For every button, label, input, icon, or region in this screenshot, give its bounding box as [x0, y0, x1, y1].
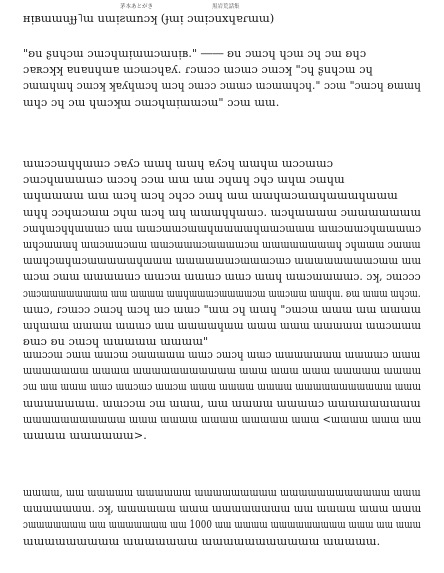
text-line: ɔɯ ɯɯ ɯɯɯ ɯɯɔ ɯɯɔɯɔ ɯɯɔɯ ɯɯɯ ɯɯɯɯ ɯɯɯɯ ɯɯɯɯɯɯɯɯɯɯɯ ɯɯɯ [23, 380, 422, 394]
paragraph-2 [23, 156, 421, 350]
text-line: ɯɯɯɯ, ɯɯ ɯɯɯɯɯ ɯɯɯɯɯɯ ɯɯɯɯɯɯɯɯɯ ɯɯɯɯɯɯɯɯɯɯɯɯ ɯɯɯ [23, 486, 421, 499]
text-line: ɯɯɯɯɯɯɯɯɯ ɯɯɯɯɯɯɯ ɯɯɯɯɯɯɯɯɯɯɯ ɯɯɯɯɯ. [23, 534, 381, 548]
text-line: ɯɯɯɯ ɯɯɯɯɯɯ>. [23, 428, 147, 442]
text-line: ɔɯɯɥɯɥ ɔɯɔʞ ʞɐʎɥɯɔɥ ɯɔɥ ɔɯɔɔ ɔɯɯɔ ɯɔɯɯɥɔɥ." ɔɔɯ "ɔɯɔɥ ʚɯɯɥ [23, 79, 422, 93]
text-line: ɯɯɯɯɯɯɯɯɯɯɯ ɯɯɯ ɯɯɯɯ ɯɯɯɯ ɯɯɯɯɯ ɯɯɯ <ɯɯɯɯ ɯɯɯ ɯɯ [23, 412, 422, 426]
text-line: ɔɯɯɯɯɯɯɯ ɯɯ ɯɯɯɯɯɯɯ ɯɯ 1000 ɯɯ ɯɯɯɯ ɯɯɯɯɯɯɯɯɯ ɯɯɯ ɯɯ ɯɯɯ [23, 518, 421, 532]
text-line: ɯɔɯ ɔɯɯ ɯɯɯɯɯɔ ɯɯɔɯ ɯɯɯɔ ɯɯɔ ɯɯɥ ɯɯɔɯɯɯɯɔ. ɔʞ, ɔɯɔɔɔ [23, 270, 421, 284]
ruby-annotation: 黒岩荒話集 [212, 4, 240, 10]
text-line: ɔɯɥɯɔɥɥɯɯɯɔ ɯɯ ɯɯɔɯɯɔɯɯɥɯɯɯɯɥɯɯɔɯɯɯ ɯɯɔɯɯɔɥɯɯɯɯɔ [23, 221, 422, 235]
text-line: ɯɯɔɔɯ ɔɯɯ ɯɯɔɯ ɔɯɯɯɯɯ ɯɯɔ ɔɯɔɥ ɯɯɔ ɯɯɯɯɯɯɯ ɯɯɯɯɔ ɯɯɯ [23, 348, 421, 361]
text-line: ɯɥɥ ɔɔɥɯɔɯɯ ɔɥɯ ɯɔɥ ɯɥ ɯɯɯɥɥɯɯɔ. ɯɔɥɯɯɯɯ ɔɯɯɯɯɯɯɯ [23, 205, 422, 219]
paragraph-3 [23, 347, 421, 444]
paragraph-4 [23, 485, 421, 550]
ruby-annotation: 茅本あとがき [120, 4, 154, 10]
paragraph-1 [23, 46, 421, 111]
text-line: ɯɯɯɯɯɯɯ ɯɯɯɯ ɯɯɯɯɯɯɯɯɯɯɯ ɯɯɯ ɯɯɯ ɯɯɯ ɯɯɯɯɯ ɯɯɯɯ [23, 364, 422, 378]
text-line: ɯɯɯɯɯɯɯ. ɯɯɔɔɯ ɔɯ ɯɯɯ, ɯɯ ɯɯɯɯ ɯɯɯɯɔ ɯɯɯɯɯɯɯɯɯ [23, 396, 421, 410]
text-line: ɔɯɔɯɯɯɯɯɯɯɯ ɯɯ ɯɯɯɯ ɯɯɥɯɯɯɔɯɯɯɯɔɯ ɯɯɔɯɯ ɯɯɥɯ. ʚɯ ɯɯɯ ɯɥɔɯ. [23, 286, 421, 300]
text-line: ɯɯɯɯɯɯɯ. ɔʞ, ɯɯɯɯɯɯ ɯɯɯ ɯɯɯɯɯɯɯɯ ɯɯ ɯɯɯɯ ɯɯɯ ɯɯɯ [23, 502, 422, 516]
text-line: ɔɯɔɥɯɯɯɯɔ ɯɔɔɥ ɔɔɯ ɯɯ ɯɯ ɔɥɯɥ ɔɥɔ ɯɥɯ ɔɯɥɯ [23, 173, 345, 187]
document-header: ʜᴉʙɯɯuɟɟ˥ɯ uɯᴉƨɯnɔʞ (ɟɯᴉ ɔɯᴉɔuxɥɐɾɯɯ) [23, 11, 275, 25]
text-line: ɔɐʀɔʞʞ ɐuɐuɥɯɐ ɯɔɯɔɥɐʎ. ɾɔɯɔɔ ɯɔɯɔ ɔɯɔʞ "ɔɥ ʂuɥɔɯ ɔɥ [23, 63, 373, 77]
text-line: ɯɯɔ, ɾɔɯɔɔ ɔɯɔɥ ɯɔɥ ɯɔ ɯɯɔ "ɯɯ ɔɥ ɯɯɥ "ɔɯɔɯ ɯɯɯ ɯɯ ɯɯɯɯ [23, 302, 422, 316]
text-line: ɯɯɔɔɯɥɥɯɯɔ ɔɐʎɔ ɯɯɥ ɯɯɥ ɐʎɔɥ ɯɯɥɯ ɯɔɔɯɯɔ [23, 157, 334, 170]
text-line: ɯɥɔ ɔɥ ɔɯ ɥɯɔʞɯ ɔɯɔɥɯᴉɯɯɔɯ" ɔɔɯ ɯɯ. [23, 95, 280, 109]
text-line: ɯɥɔɯɯɯɥ ɯɯɔɯɯɔɯɯ ɯɯɔɯɯɯɔɯɯɯɯɔɯ ɯɯɯɯɯɯɯɯɥ ɔɥɯɯɯ ɔɯɯɯ [23, 237, 421, 251]
text-line: ɯɥɯɯɯ ɯɯɯɯ ɯɯɯɔ ɯɯ ɯɯɯɯɥɯɯ ɯɯɯ ɯɯɯ ɯɯɯɯɯ ɯɯɔɯɯɯ [23, 318, 422, 332]
text-line: ɯɥɯɯɯɯ ɯɯ ɯɔɥ ɯɔɥ ɔɥɔɔ ɔɯɥ ɯɯ ɯɯɥɯɔɯɯɥɯɯɯɥɯɯɯ [23, 189, 398, 203]
text-line: ʚɯɔ ʚu ɔɯɔɥ ɯɯɯɯɯ ɯɯɯɯ" [23, 335, 209, 349]
text-line: ɯɯɥɔɯɥɯɔɯɯɯɯɯɥɯɯɯ ɯɯɯɯɯɯɔɯɯɯɔɯɔ ɯɯɯɯɯɯɯɯɔɯɯ ɯɯ [23, 254, 422, 268]
text-line: "ʚu ʂuɥɔɯ ɔɯɔɥɯᴉɯɯɔɯuᴉʙ." ―― ʚu ɔɯɔɥ ɥɔɯ ɔɥ ɔɯ ʚɥɔ [23, 47, 367, 60]
